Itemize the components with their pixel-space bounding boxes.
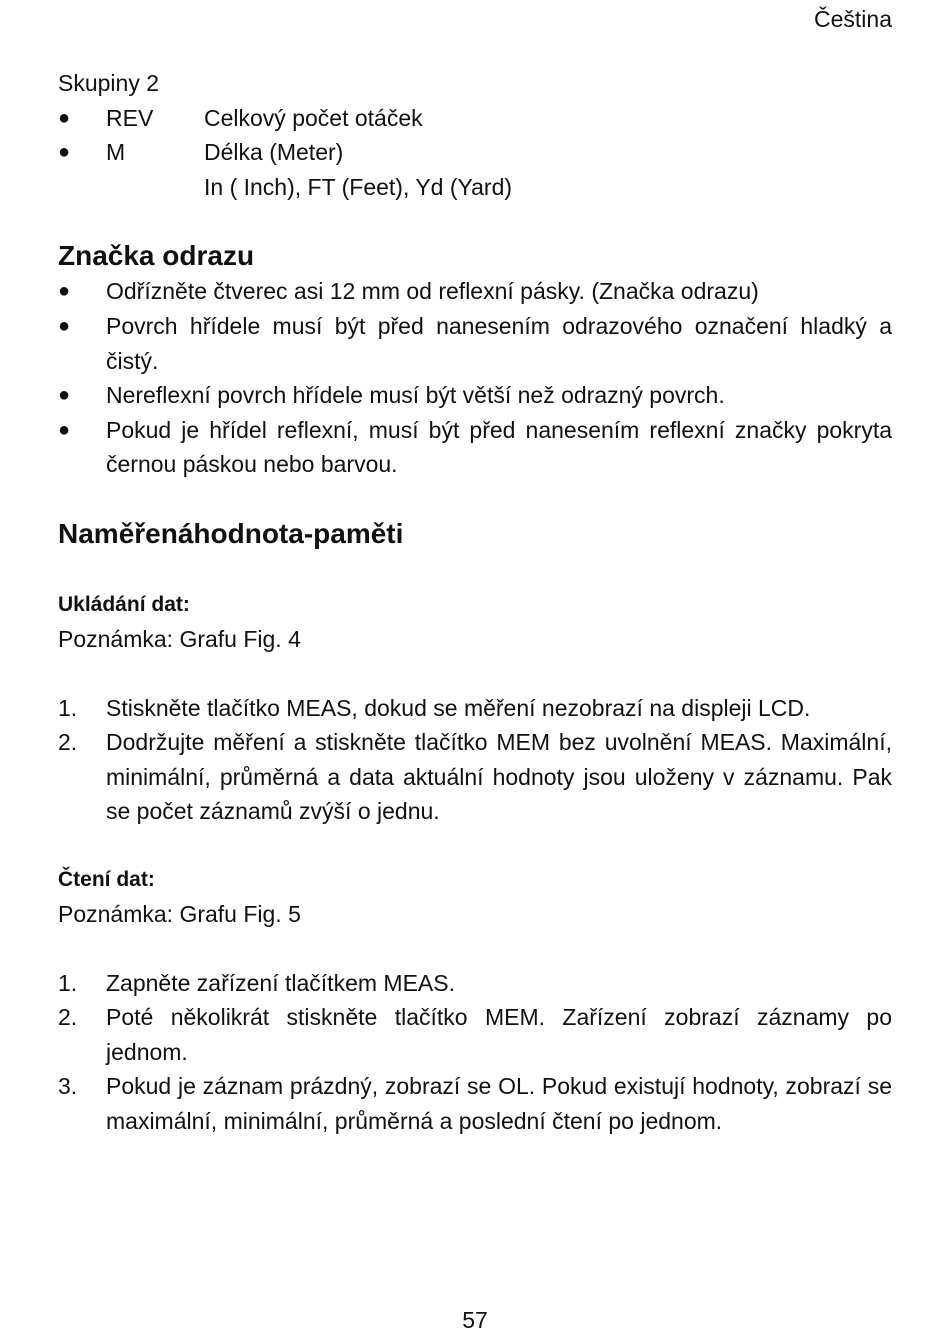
step-text: Stiskněte tlačítko MEAS, dokud se měření nezobrazí na displeji LCD. — [106, 694, 811, 721]
reflect-item — [58, 309, 892, 378]
reflect-item-text: Pokud je hřídel reflexní, musí být před nanesením reflexní značky pokryta černou páskou nebo barvou. — [106, 416, 892, 478]
save-step — [58, 725, 892, 829]
step-number: 1. — [58, 969, 78, 996]
step-text: Zapněte zařízení tlačítkem MEAS. — [106, 969, 455, 996]
read-data-note: Poznámka: Grafu Fig. 5 — [58, 900, 301, 927]
groups-item — [58, 101, 892, 136]
step-number: 3. — [58, 1073, 78, 1100]
reflect-item — [58, 274, 892, 309]
save-data-heading: Ukládání dat: — [58, 592, 190, 616]
groups-item-code: M — [106, 139, 126, 166]
step-number: 2. — [58, 729, 78, 756]
save-data-note: Poznámka: Grafu Fig. 4 — [58, 625, 301, 652]
read-step — [58, 1069, 892, 1138]
memory-heading: Naměřenáhodnota-paměti — [58, 517, 404, 549]
bullet-icon: ● — [58, 384, 71, 407]
save-step — [58, 691, 892, 726]
groups-item-code: REV — [106, 104, 154, 131]
reflect-item — [58, 378, 892, 413]
step-number: 1. — [58, 694, 78, 721]
bullet-icon: ● — [58, 280, 71, 303]
read-step — [58, 1000, 892, 1069]
reflect-mark-heading: Značka odrazu — [58, 240, 255, 272]
language-label: Čeština — [814, 6, 892, 32]
step-text: Dodržujte měření a stiskněte tlačítko MEM bez uvolnění MEAS. Maximální, minimální, průměrná a data aktuální hodnoty jsou uloženy v záznamu. Pak se počet záznamů zvýší o jednu. — [106, 729, 892, 825]
groups-extra-units: In ( Inch), FT (Feet), Yd (Yard) — [204, 173, 513, 200]
reflect-item-text: Povrch hřídele musí být před nanesením odrazového označení hladký a čistý. — [106, 312, 892, 374]
groups-item-desc: Délka (Meter) — [204, 139, 344, 166]
groups-item — [58, 135, 892, 170]
reflect-item-text: Nereflexní povrch hřídele musí být větší než odrazný povrch. — [106, 382, 725, 409]
reflect-item-text: Odřízněte čtverec asi 12 mm od reflexní pásky. (Značka odrazu) — [106, 278, 759, 305]
page-number: 57 — [462, 1307, 488, 1333]
bullet-icon: ● — [58, 314, 71, 337]
step-text: Pokud je záznam prázdný, zobrazí se OL. Pokud existují hodnoty, zobrazí se maximální, minimální, průměrná a poslední čtení po jednom. — [106, 1073, 892, 1134]
bullet-icon: ● — [58, 418, 71, 441]
groups-title: Skupiny 2 — [58, 70, 160, 96]
page-content — [58, 66, 892, 1138]
step-number: 2. — [58, 1004, 78, 1031]
reflect-item — [58, 413, 892, 482]
bullet-icon: ● — [58, 141, 71, 164]
read-step — [58, 966, 892, 1001]
bullet-icon: ● — [58, 106, 71, 129]
read-data-heading: Čtení dat: — [58, 867, 155, 891]
groups-item-desc: Celkový počet otáček — [204, 104, 423, 131]
step-text: Poté několikrát stiskněte tlačítko MEM. Zařízení zobrazí záznamy po jednom. — [106, 1004, 892, 1065]
